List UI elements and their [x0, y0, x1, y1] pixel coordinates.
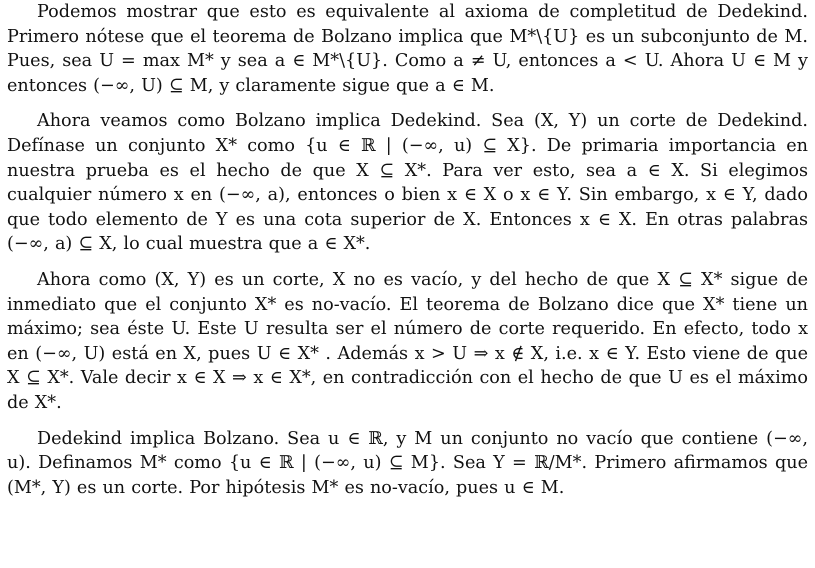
paragraph-completeness-equivalence: Podemos mostrar que esto es equivalente al axioma de completitud de Dedekind. Primero nótese que el teorema de Bolzano implica que M*\{U} es un subconjunto de M. Pues, sea U = max M* y sea a ∈ M*\{U}. Como a ≠ U, entonces a < U. Ahora U ∈ M y entonces (−∞, U) ⊆ M, y claramente sigue que a ∈ M.	[7, 2, 808, 96]
paragraph-bolzano-implies-dedekind: Ahora veamos como Bolzano implica Dedekind. Sea (X, Y) un corte de Dedekind. Defínase un conjunto X* como {u ∈ ℝ | (−∞, u) ⊆ X}. De primaria importancia en nuestra prueba es el hecho de que X ⊆ X*. Para ver esto, sea a ∈ X. Si elegimos cualquier número x en (−∞, a), entonces o bien x ∈ X o x ∈ Y. Sin embargo, x ∈ Y, dado que todo elemento de Y es una cota superior de X. Entonces x ∈ X. En otras palabras (−∞, a) ⊆ X, lo cual muestra que a ∈ X*.	[7, 111, 808, 255]
paragraph-dedekind-implies-bolzano: Dedekind implica Bolzano. Sea u ∈ ℝ, y M un conjunto no vacío que contiene (−∞, u). Definamos M* como {u ∈ ℝ | (−∞, u) ⊆ M}. Sea Y = ℝ/M*. Primero afirmamos que (M*, Y) es un corte. Por hipótesis M* es no-vacío, pues u ∈ M.	[7, 428, 808, 498]
paragraph-cut-argument: Ahora como (X, Y) es un corte, X no es vacío, y del hecho de que X ⊆ X* sigue de inmediato que el conjunto X* es no-vacío. El teorema de Bolzano dice que X* tiene un máximo; sea éste U. Este U resulta ser el número de corte requerido. En efecto, todo x en (−∞, U) está en X, pues U ∈ X* . Además x > U ⇒ x ∉ X, i.e. x ∈ Y. Esto viene de que X ⊆ X*. Vale decir x ∈ X ⇒ x ∈ X*, en contradicción con el hecho de que U es el máximo de X*.	[7, 269, 808, 413]
document-page	[7, 0, 808, 500]
